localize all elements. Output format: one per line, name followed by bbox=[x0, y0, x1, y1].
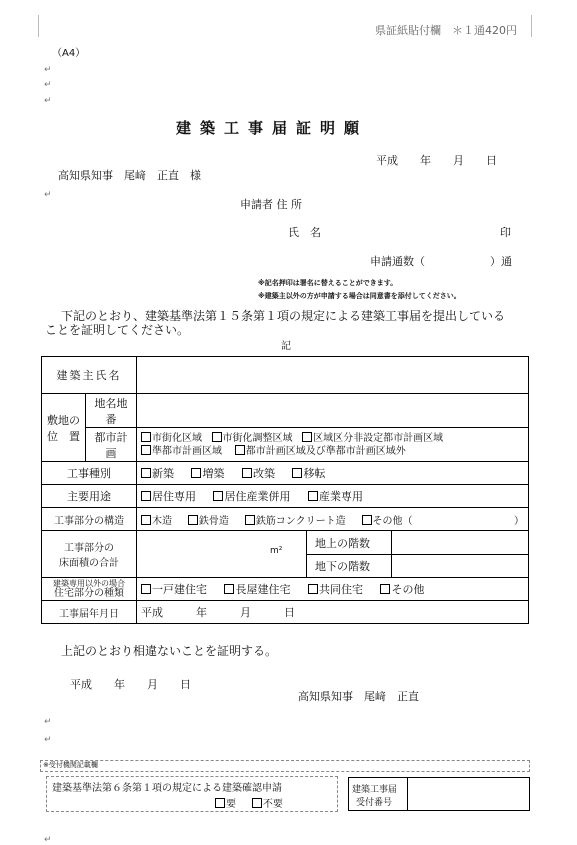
floor-area-label-1: 工事部分の bbox=[64, 543, 114, 554]
applicant-name-label: 氏 名 bbox=[288, 226, 321, 239]
seal-label: 印 bbox=[500, 226, 511, 239]
zone-checkbox[interactable]: 準都市計画区域 bbox=[141, 446, 222, 457]
use-checkbox[interactable]: 産業専用 bbox=[308, 490, 363, 503]
return-mark: ↵ bbox=[44, 96, 52, 106]
use-label: 主要用途 bbox=[42, 485, 137, 508]
zone-options-cell bbox=[137, 428, 529, 462]
start-date-value[interactable]: 平成 年 月 日 bbox=[137, 601, 529, 624]
return-mark: ↵ bbox=[44, 735, 52, 745]
lot-label: 地名地番 bbox=[86, 394, 137, 428]
confirm-not-required-checkbox[interactable]: 不要 bbox=[252, 799, 283, 810]
structure-label: 工事部分の構造 bbox=[42, 508, 137, 531]
work-type-checkbox[interactable]: 新築 bbox=[141, 467, 174, 480]
owner-value-cell[interactable] bbox=[137, 357, 529, 394]
housing-checkbox[interactable]: 長屋建住宅 bbox=[224, 583, 290, 596]
work-type-checkbox[interactable]: 移転 bbox=[292, 467, 325, 480]
return-mark: ↵ bbox=[44, 190, 52, 200]
return-mark: ↵ bbox=[44, 80, 52, 90]
above-floors-label: 地上の階数 bbox=[315, 537, 370, 550]
receipt-divider bbox=[407, 777, 408, 810]
structure-checkbox[interactable]: その他（ bbox=[362, 516, 413, 527]
floor-area-label-cell bbox=[42, 531, 137, 578]
zone-label: 都市計画 bbox=[86, 428, 137, 462]
housing-checkbox[interactable]: 一戸建住宅 bbox=[141, 583, 207, 596]
receipt-label-2: 受付番号 bbox=[356, 798, 393, 808]
applicant-address-label: 申請者 住 所 bbox=[240, 198, 302, 211]
housing-label-1: 建築専用以外の場合 bbox=[53, 579, 125, 588]
use-options bbox=[137, 485, 529, 508]
use-checkbox[interactable]: 居住産業併用 bbox=[213, 490, 290, 503]
structure-options bbox=[137, 508, 529, 531]
site-label-2: 位 置 bbox=[47, 429, 80, 443]
cert-date: 平成 年 月 日 bbox=[70, 678, 191, 691]
date-line: 平成 年 月 日 bbox=[376, 154, 497, 167]
floor-area-cell bbox=[137, 531, 529, 578]
intro-line-1: 下記のとおり、建築基準法第１５条第１項の規定による建築工事届を提出している bbox=[61, 309, 506, 323]
cert-signer: 高知県知事 尾﨑 正直 bbox=[298, 690, 419, 703]
zone-checkbox[interactable]: 都市計画区域及び準都市計画区域外 bbox=[235, 446, 406, 457]
start-date-label: 工事届年月日 bbox=[42, 601, 137, 624]
housing-label-cell bbox=[42, 578, 137, 601]
zone-checkbox[interactable]: 市街化調整区域 bbox=[212, 433, 293, 444]
work-type-checkbox[interactable]: 増築 bbox=[191, 467, 224, 480]
stamp-margin-line bbox=[531, 15, 532, 37]
intro-line-2: ことを証明してください。 bbox=[45, 323, 190, 337]
site-label-cell bbox=[42, 394, 86, 462]
floor-divider-2 bbox=[391, 531, 392, 577]
confirm-required-checkbox[interactable]: 要 bbox=[215, 799, 236, 810]
structure-close: ） bbox=[514, 515, 524, 527]
zone-checkbox[interactable]: 市街化区域 bbox=[141, 433, 202, 444]
paper-size: （A4） bbox=[52, 48, 86, 59]
lot-value-cell[interactable] bbox=[137, 394, 529, 428]
note-2: ※建築主以外の方が申請する場合は同意書を添付してください。 bbox=[258, 292, 461, 300]
owner-label: 建築主氏名 bbox=[56, 369, 122, 382]
copies-unit: ）通 bbox=[490, 255, 512, 268]
housing-checkbox[interactable]: その他 bbox=[380, 583, 424, 596]
work-type-label: 工事種別 bbox=[42, 462, 137, 485]
work-type-options bbox=[137, 462, 529, 485]
floor-divider-h bbox=[306, 554, 528, 555]
stamp-fee-note: 県証紙貼付欄 ＊１通420円 bbox=[375, 24, 517, 37]
return-mark: ↵ bbox=[44, 835, 52, 845]
note-1: ※記名押印は署名に替えることができます。 bbox=[258, 279, 398, 287]
office-use-band bbox=[40, 760, 530, 772]
addressee: 高知県知事 尾﨑 正直 様 bbox=[58, 169, 201, 182]
certify-text: 上記のとおり相違ないことを証明する。 bbox=[61, 644, 278, 658]
floor-area-label-2: 床面積の合計 bbox=[59, 558, 119, 569]
housing-label-2: 住宅部分の種類 bbox=[54, 588, 124, 599]
floor-area-unit: m² bbox=[270, 546, 283, 556]
housing-options bbox=[137, 578, 529, 601]
structure-checkbox[interactable]: 鉄骨造 bbox=[188, 516, 229, 527]
left-margin-line bbox=[38, 15, 39, 37]
use-checkbox[interactable]: 居住専用 bbox=[141, 490, 196, 503]
below-floors-label: 地下の階数 bbox=[315, 560, 370, 573]
work-type-checkbox[interactable]: 改築 bbox=[242, 467, 275, 480]
ki-label: 記 bbox=[281, 341, 291, 352]
confirm-options bbox=[215, 795, 283, 810]
office-use-note: ※受付機関記載欄 bbox=[43, 761, 98, 769]
return-mark: ↵ bbox=[44, 717, 52, 727]
structure-checkbox[interactable]: 鉄筋コンクリート造 bbox=[245, 516, 346, 527]
copies-label: 申請通数（ bbox=[370, 255, 425, 268]
receipt-label-1: 建築工事届 bbox=[352, 785, 398, 795]
return-mark: ↵ bbox=[44, 65, 52, 75]
housing-checkbox[interactable]: 共同住宅 bbox=[308, 583, 363, 596]
zone-checkbox[interactable]: 区域区分非設定都市計画区域 bbox=[302, 433, 443, 444]
confirm-request-text: 建築基準法第６条第１項の規定による建築確認申請 bbox=[52, 783, 282, 794]
structure-checkbox[interactable]: 木造 bbox=[141, 516, 172, 527]
owner-label-cell bbox=[42, 357, 137, 394]
construction-table bbox=[41, 356, 529, 624]
page-title: 建築工事届証明願 bbox=[176, 119, 369, 137]
site-label-1: 敷地の bbox=[47, 413, 80, 427]
